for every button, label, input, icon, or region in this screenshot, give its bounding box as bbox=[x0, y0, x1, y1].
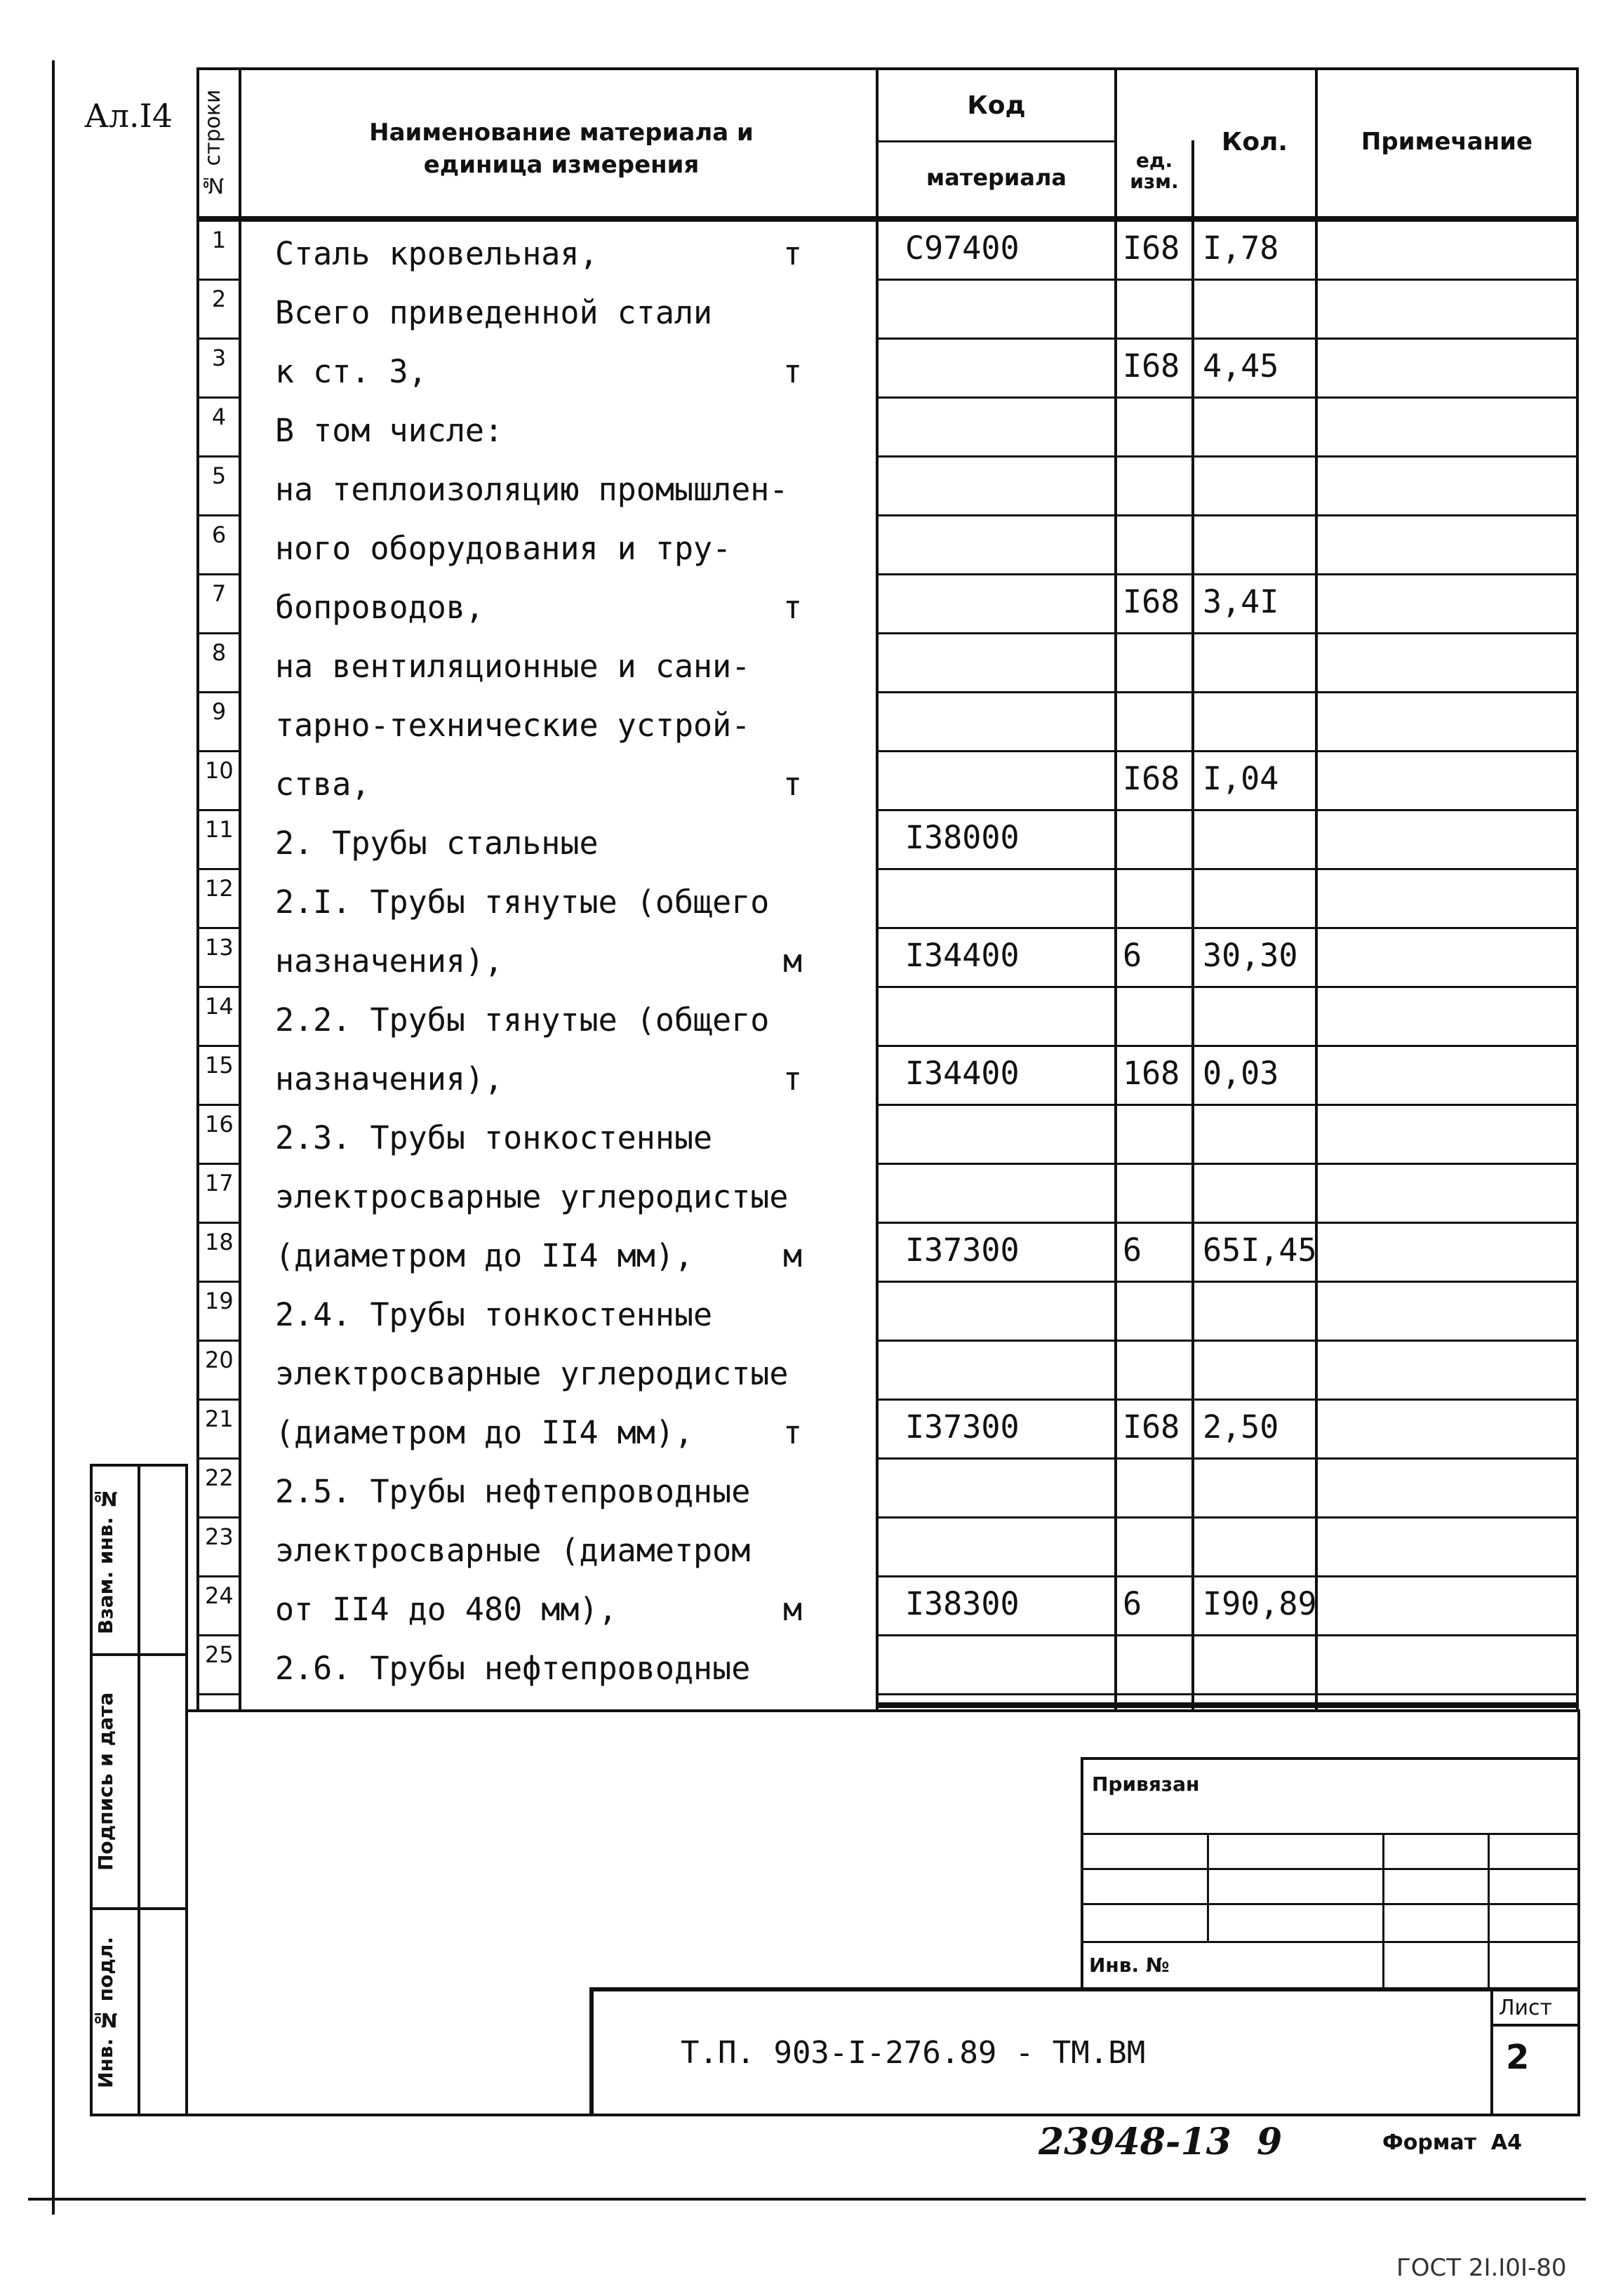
row-number: 2 bbox=[211, 286, 227, 312]
row-name: Всего приведенной стали bbox=[275, 294, 713, 331]
table-row bbox=[196, 752, 1579, 811]
header-note: Примечание bbox=[1361, 128, 1533, 156]
row-name: тарно-технические устрой- bbox=[275, 707, 751, 744]
table-row bbox=[196, 575, 1579, 634]
table-row bbox=[196, 222, 1579, 281]
table-row bbox=[196, 458, 1579, 516]
row-material-code: I37300 bbox=[905, 1232, 1020, 1269]
row-material-code: I38000 bbox=[905, 819, 1020, 856]
row-unit-letter: т bbox=[783, 1414, 803, 1451]
table-row bbox=[196, 1636, 1579, 1695]
row-number: 3 bbox=[211, 345, 227, 371]
row-number: 6 bbox=[211, 521, 227, 548]
table-row bbox=[196, 1460, 1579, 1519]
row-name: 2. Трубы стальные bbox=[275, 825, 599, 862]
table-row bbox=[196, 1106, 1579, 1165]
table-row bbox=[196, 340, 1579, 399]
table-row bbox=[196, 1047, 1579, 1106]
table-row bbox=[196, 988, 1579, 1047]
row-number: 16 bbox=[205, 1111, 234, 1137]
row-name: В том числе: bbox=[275, 412, 504, 449]
row-number: 14 bbox=[205, 993, 234, 1020]
row-material-code: I38300 bbox=[905, 1585, 1020, 1622]
row-quantity: 30,30 bbox=[1203, 937, 1298, 974]
row-name: (диаметром до II4 мм), bbox=[275, 1414, 694, 1451]
table-row bbox=[196, 1283, 1579, 1342]
row-quantity: I,78 bbox=[1203, 229, 1279, 267]
row-material-code: C97400 bbox=[905, 229, 1020, 267]
row-unit-code: I68 bbox=[1123, 347, 1180, 385]
row-name: Сталь кровельная, bbox=[275, 235, 599, 272]
row-name: 2.I. Трубы тянутые (общего bbox=[275, 883, 770, 921]
row-number: 7 bbox=[211, 580, 227, 607]
side-stamp-vzam-inv: Взам. инв. № bbox=[94, 1487, 117, 1634]
row-name: на теплоизоляцию промышлен- bbox=[275, 471, 789, 508]
row-number: 17 bbox=[205, 1170, 234, 1196]
row-name: ства, bbox=[275, 766, 370, 803]
row-name: (диаметром до II4 мм), bbox=[275, 1237, 694, 1274]
row-material-code: I34400 bbox=[905, 937, 1020, 974]
row-number: 24 bbox=[205, 1582, 234, 1609]
row-number: 20 bbox=[205, 1347, 234, 1373]
stamp-number: 23948-13 9 bbox=[1039, 2121, 1283, 2163]
row-unit-code: I68 bbox=[1123, 760, 1180, 797]
row-quantity: 0,03 bbox=[1203, 1055, 1279, 1092]
row-unit-code: I68 bbox=[1123, 583, 1180, 620]
row-unit-letter: м bbox=[783, 1591, 803, 1628]
sheet-label: Лист bbox=[1499, 1996, 1553, 2020]
row-unit-letter: т bbox=[783, 1060, 803, 1097]
row-unit-letter: т bbox=[783, 353, 803, 390]
row-unit-code: 168 bbox=[1123, 1055, 1180, 1092]
header-material: материала bbox=[926, 164, 1067, 191]
row-name: электросварные углеродистые bbox=[275, 1355, 789, 1392]
table-row bbox=[196, 811, 1579, 870]
side-stamp bbox=[90, 1464, 188, 2116]
row-name: ного оборудования и тру- bbox=[275, 530, 732, 567]
row-unit-letter: т bbox=[783, 589, 803, 626]
row-name: электросварные (диаметром bbox=[275, 1532, 751, 1569]
row-number: 13 bbox=[205, 934, 234, 961]
sheet-number: 2 bbox=[1506, 2038, 1530, 2077]
sheet-identifier: Ал.I4 bbox=[84, 97, 173, 135]
row-name: 2.6. Трубы нефтепроводные bbox=[275, 1650, 751, 1687]
side-stamp-signature-date: Подпись и дата bbox=[94, 1692, 117, 1871]
row-name: электросварные углеродистые bbox=[275, 1178, 789, 1215]
table-row bbox=[196, 1165, 1579, 1224]
row-number: 21 bbox=[205, 1406, 234, 1432]
row-number: 22 bbox=[205, 1464, 234, 1491]
row-name: бопроводов, bbox=[275, 589, 485, 626]
row-number: 23 bbox=[205, 1523, 234, 1550]
row-name: назначения), bbox=[275, 1060, 504, 1097]
row-unit-letter: м bbox=[783, 1237, 803, 1274]
row-number: 8 bbox=[211, 639, 227, 666]
row-number: 9 bbox=[211, 698, 227, 725]
row-number: 19 bbox=[205, 1288, 234, 1314]
row-unit-code: 6 bbox=[1123, 1585, 1142, 1622]
row-unit-code: I68 bbox=[1123, 229, 1180, 267]
row-number: 15 bbox=[205, 1052, 234, 1079]
row-quantity: I,04 bbox=[1203, 760, 1279, 797]
row-name: назначения), bbox=[275, 942, 504, 980]
header-name: Наименование материала и единица измерения bbox=[369, 119, 754, 179]
row-name: 2.2. Трубы тянутые (общего bbox=[275, 1001, 770, 1039]
format-label: Формат А4 bbox=[1382, 2130, 1522, 2155]
row-quantity: 2,50 bbox=[1203, 1408, 1279, 1446]
table-row bbox=[196, 281, 1579, 340]
table-row bbox=[196, 870, 1579, 929]
privyazan-label: Привязан bbox=[1092, 1773, 1200, 1796]
row-number: 12 bbox=[205, 875, 234, 902]
header-code: Код bbox=[967, 91, 1026, 120]
row-material-code: I37300 bbox=[905, 1408, 1020, 1446]
header-quantity: Кол. bbox=[1221, 128, 1288, 156]
row-unit-code: 6 bbox=[1123, 937, 1142, 974]
table-row bbox=[196, 929, 1579, 988]
table-row bbox=[196, 1519, 1579, 1577]
row-name: на вентиляционные и сани- bbox=[275, 648, 751, 685]
row-unit-letter: т bbox=[783, 766, 803, 803]
row-quantity: 3,4I bbox=[1203, 583, 1279, 620]
row-name: от II4 до 480 мм), bbox=[275, 1591, 617, 1628]
header-row-number: № строки bbox=[201, 89, 225, 197]
materials-table bbox=[196, 67, 1579, 1709]
table-row bbox=[196, 516, 1579, 575]
row-quantity: 4,45 bbox=[1203, 347, 1279, 385]
page-left-border bbox=[52, 60, 55, 2215]
row-number: 1 bbox=[211, 227, 227, 253]
row-number: 11 bbox=[205, 816, 234, 843]
inv-no-label: Инв. № bbox=[1089, 1954, 1170, 1977]
row-name: 2.5. Трубы нефтепроводные bbox=[275, 1473, 751, 1510]
row-number: 5 bbox=[211, 462, 227, 489]
table-row bbox=[196, 1342, 1579, 1401]
row-quantity: I90,89 bbox=[1203, 1585, 1317, 1622]
row-name: 2.4. Трубы тонкостенные bbox=[275, 1296, 713, 1333]
table-row bbox=[196, 1224, 1579, 1283]
title-block bbox=[589, 1757, 1580, 2116]
row-material-code: I34400 bbox=[905, 1055, 1020, 1092]
table-row bbox=[196, 399, 1579, 458]
row-number: 25 bbox=[205, 1641, 234, 1668]
page-bottom-border bbox=[28, 2198, 1586, 2201]
table-row bbox=[196, 634, 1579, 693]
gost-label: ГОСТ 2I.I0I-80 bbox=[1396, 2254, 1567, 2282]
row-unit-letter: м bbox=[783, 942, 803, 980]
document-code: Т.П. 903-I-276.89 - ТМ.ВМ bbox=[681, 2035, 1146, 2071]
row-number: 4 bbox=[211, 403, 227, 430]
header-unit: ед. изм. bbox=[1130, 149, 1179, 193]
row-name: к ст. 3, bbox=[275, 353, 427, 390]
row-unit-code: 6 bbox=[1123, 1232, 1142, 1269]
table-row bbox=[196, 1577, 1579, 1636]
row-unit-letter: т bbox=[783, 235, 803, 272]
row-number: 18 bbox=[205, 1229, 234, 1255]
row-unit-code: I68 bbox=[1123, 1408, 1180, 1446]
table-row bbox=[196, 693, 1579, 752]
table-row bbox=[196, 1401, 1579, 1460]
row-number: 10 bbox=[205, 757, 234, 784]
side-stamp-inv-podl: Инв. № подл. bbox=[94, 1937, 117, 2088]
row-name: 2.3. Трубы тонкостенные bbox=[275, 1119, 713, 1156]
row-quantity: 65I,45 bbox=[1203, 1232, 1317, 1269]
